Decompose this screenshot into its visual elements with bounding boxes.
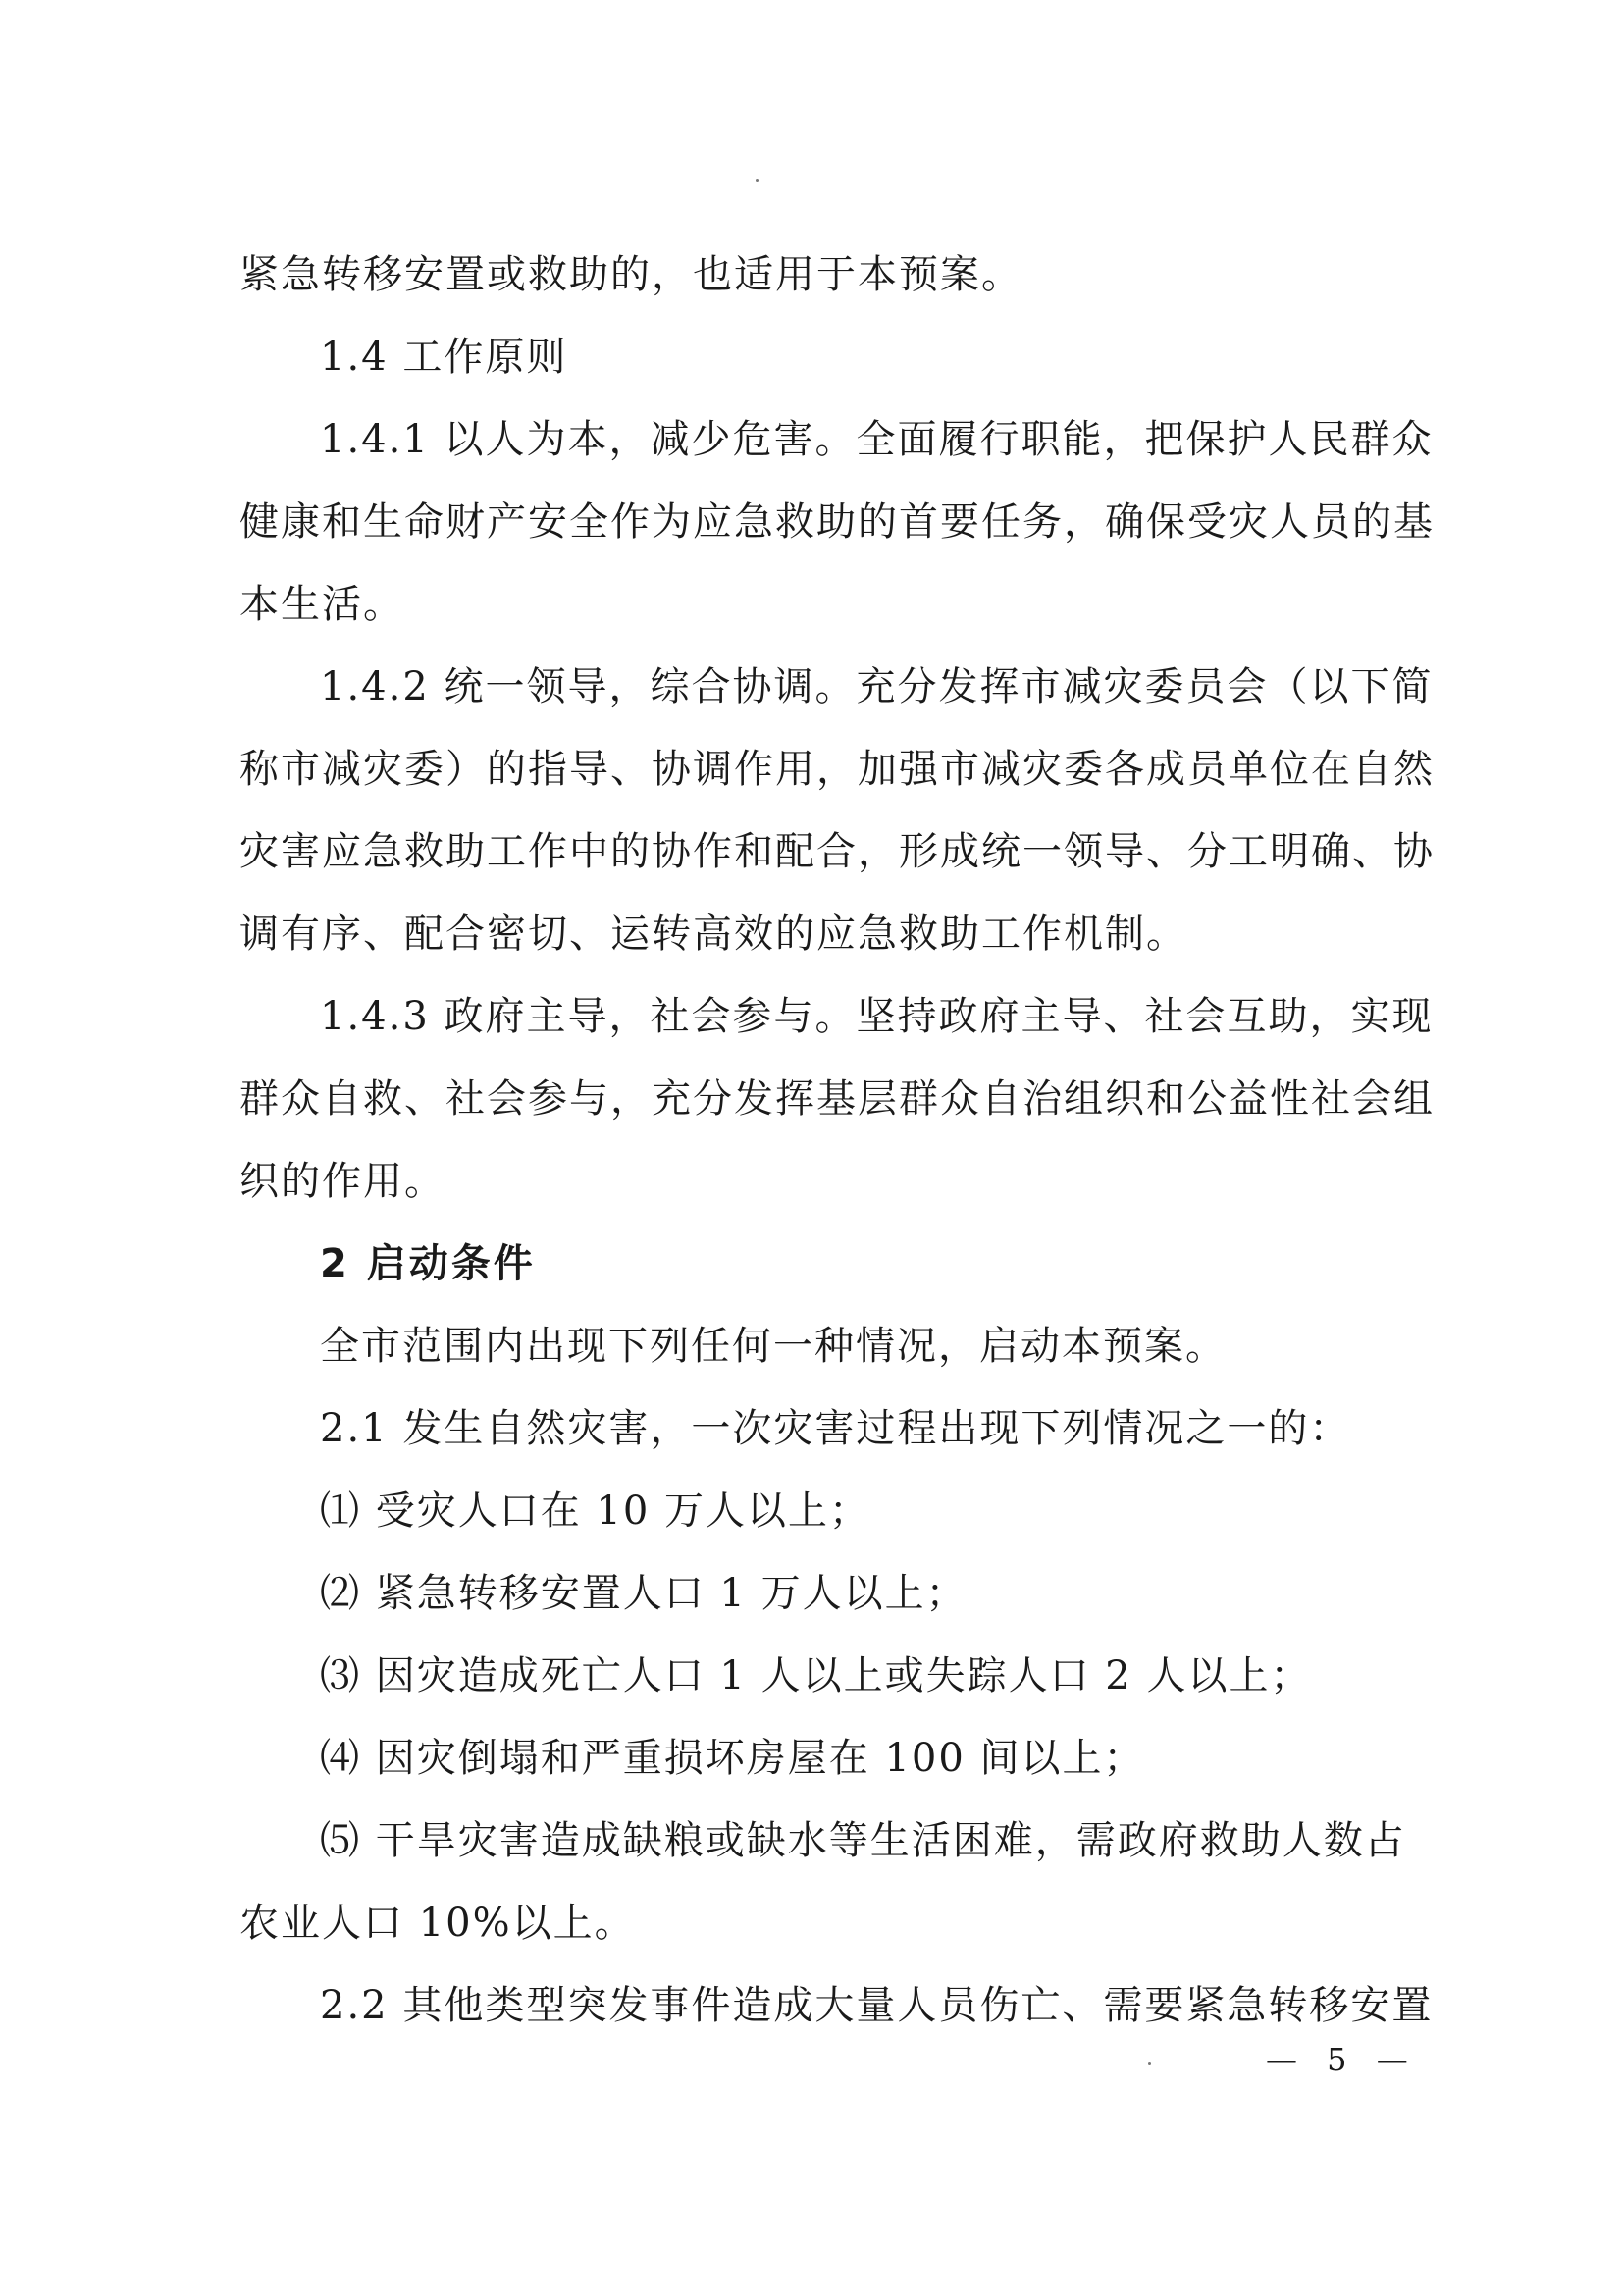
list-item-4: ⑷ 因灾倒塌和严重损坏房屋在 100 间以上； — [320, 1736, 1145, 1781]
body-line-1: 紧急转移安置或救助的，也适用于本预案。 — [239, 252, 1022, 297]
page-number: — 5 — — [1266, 2041, 1418, 2078]
para-1-4-2-line-4: 调有序、配合密切、运转高效的应急救助工作机制。 — [239, 912, 1187, 957]
section-2-heading: 2 启动条件 — [320, 1241, 536, 1286]
list-item-2: ⑵ 紧急转移安置人口 1 万人以上； — [320, 1571, 968, 1616]
para-1-4-1-line-1: 1.4.1 以人为本，减少危害。全面履行职能，把保护人民群众 — [320, 417, 1434, 462]
para-2-1: 2.1 发生自然灾害，一次灾害过程出现下列情况之一的： — [320, 1406, 1351, 1451]
para-1-4-3-line-2: 群众自救、社会参与，充分发挥基层群众自治组织和公益性社会组 — [239, 1076, 1435, 1122]
list-item-5-line-2: 农业人口 10%以上。 — [239, 1901, 636, 1946]
section-1-4-heading: 1.4 工作原则 — [320, 335, 568, 380]
para-1-4-2-line-1: 1.4.2 统一领导，综合协调。充分发挥市减灾委员会（以下简 — [320, 664, 1434, 709]
para-1-4-3-line-1: 1.4.3 政府主导，社会参与。坚持政府主导、社会互助，实现 — [320, 994, 1434, 1039]
list-item-5-line-1: ⑸ 干旱灾害造成缺粮或缺水等生活困难，需政府救助人数占 — [320, 1818, 1406, 1863]
scan-speck — [1148, 2062, 1151, 2065]
para-1-4-3-line-3: 织的作用。 — [239, 1159, 445, 1204]
para-1-4-1-line-3: 本生活。 — [239, 582, 404, 627]
para-1-4-2-line-3: 灾害应急救助工作中的协作和配合，形成统一领导、分工明确、协 — [239, 829, 1435, 874]
para-2-2: 2.2 其他类型突发事件造成大量人员伤亡、需要紧急转移安置 — [320, 1983, 1434, 2028]
scan-speck — [756, 179, 759, 182]
para-1-4-2-line-2: 称市减灾委）的指导、协调作用，加强市减灾委各成员单位在自然 — [239, 747, 1435, 792]
list-item-3: ⑶ 因灾造成死亡人口 1 人以上或失踪人口 2 人以上； — [320, 1653, 1312, 1698]
para-1-4-1-line-2: 健康和生命财产安全作为应急救助的首要任务，确保受灾人员的基 — [239, 499, 1435, 545]
section-2-intro: 全市范围内出现下列任何一种情况，启动本预案。 — [320, 1324, 1227, 1369]
list-item-1: ⑴ 受灾人口在 10 万人以上； — [320, 1488, 871, 1534]
